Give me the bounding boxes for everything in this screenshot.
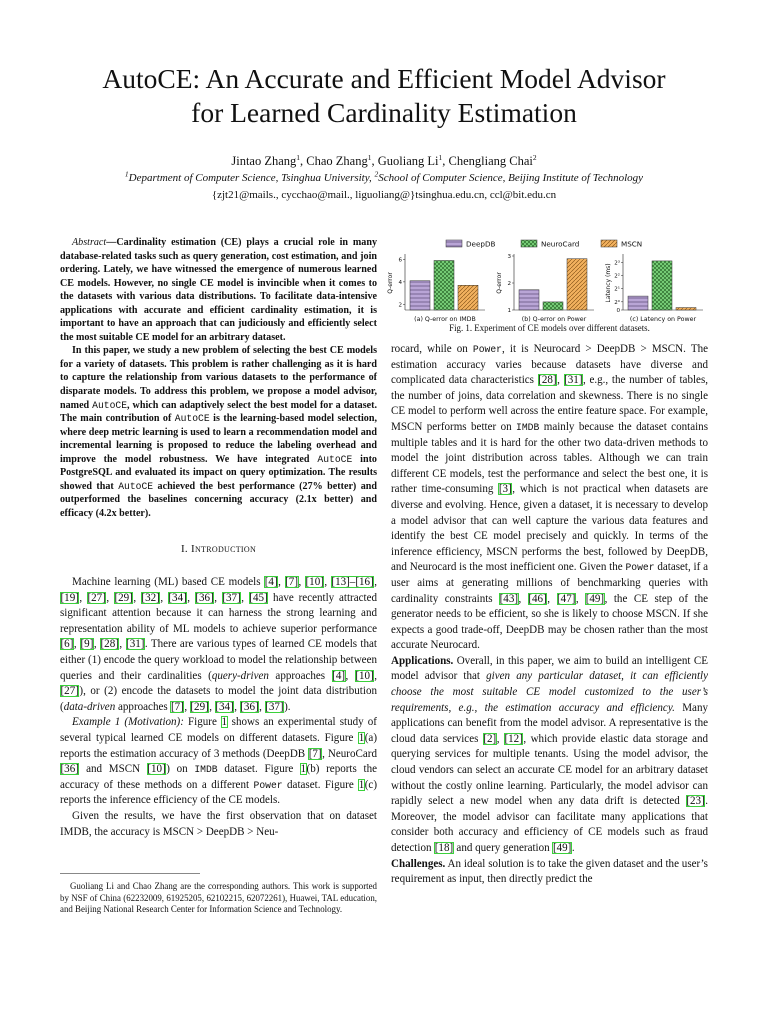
applications-heading: Applications. (391, 654, 454, 667)
citation-link[interactable]: [34] (215, 700, 234, 713)
y-tick-label: 2³ (614, 260, 620, 267)
figure-caption: Fig. 1. Experiment of CE models over different datasets. (449, 323, 650, 333)
author-list: Jintao Zhang$^1$, Chao Zhang$^1$, Guoliang Li$^1$, Chengliang Chai$^2$ (231, 152, 537, 168)
y-tick-label: 4 (398, 279, 402, 286)
y-tick-label: 0 (616, 308, 620, 314)
citation-link[interactable]: [47] (557, 592, 576, 605)
figure-link[interactable]: 1 (358, 778, 365, 791)
citation-link[interactable]: [4] (332, 669, 346, 682)
y-tick-label: 6 (398, 257, 402, 264)
figure-link[interactable]: 1 (221, 716, 228, 729)
citation-link[interactable]: [13]–[16] (331, 576, 374, 588)
bar-neurocard (652, 261, 672, 310)
citation-link[interactable]: [27] (87, 591, 106, 604)
section-heading: I. Introduction (180, 543, 257, 555)
author-name: Chengliang Chai (448, 154, 533, 168)
figure-1 (387, 236, 708, 326)
citation-link[interactable]: [4] (264, 576, 278, 588)
citation-link[interactable]: [31] (564, 374, 583, 387)
y-tick-label: 1 (507, 308, 511, 314)
citation-link[interactable]: [31] (126, 638, 145, 651)
affiliation-1: Department of Computer Science, Tsinghua University, (128, 172, 372, 184)
y-tick-label: 2¹ (614, 286, 620, 293)
y-tick-label: 3 (507, 254, 511, 260)
author-name: Chao Zhang (306, 154, 368, 168)
citation-link[interactable]: [6] (60, 638, 74, 651)
bar-neurocard (434, 261, 454, 311)
citation-link[interactable]: [36] (195, 591, 214, 604)
citation-link[interactable]: [34] (168, 591, 187, 604)
y-axis-label: Latency (ms) (605, 263, 612, 303)
citation-link[interactable]: [3] (498, 483, 512, 496)
legend-label: DeepDB (466, 239, 496, 249)
legend-swatch (521, 240, 537, 247)
intro-paragraph-3: Given the results, we have the first observation that on dataset IMDB, the accuracy is MSCN > DeepDB > Neu- (60, 809, 377, 838)
citation-link[interactable]: [45] (249, 591, 268, 604)
title-line-2: for Learned Cardinality Estimation (191, 97, 577, 128)
introduction-text: Machine learning (ML) based CE models [4], [7], [10], [13]–[16], [19], [27], [29], [32], [34], [36], [37], [45] have recently attracted significant attention because it can harness the strong learning and representation ability of ML models to achieve superior performance [6], [9], [28], [31]. There are various types of learned CE models that either (1) encode the query workload to model the relationship between queries and their cardinalities (query-driven approaches [4], [10], [27]), or (2) encode the datasets to model the joint data distribution (data-driven approaches [7], [29], [34], [36], [37]). Example 1 (Motivation): Figure 1 shows an experimental study of several typical learned CE models on different datasets. Figure 1(a) reports the estimation accuracy of 3 methods (DeepDB [7], NeuroCard [36] and MSCN [10]) on IMDB dataset. Figure 1(b) reports the accuracy of these methods on a different Power dataset. Figure 1(c) reports the inference efficiency of the CE models. Given the results, we have the first observation that on dataset IMDB, the accuracy is MSCN > DeepDB > Neu- (60, 575, 377, 840)
y-axis-label: Q-error (496, 272, 503, 294)
figure-1-charts (387, 236, 708, 326)
citation-link[interactable]: [2] (483, 732, 497, 745)
citation-link[interactable]: [18] (434, 842, 454, 854)
subfigure-caption: (a) Q-error on IMDB (414, 316, 476, 323)
figure-link[interactable]: 1 (358, 731, 365, 744)
citation-link[interactable]: [27] (60, 685, 79, 698)
citation-link[interactable]: [49] (552, 842, 572, 854)
citation-link[interactable]: [29] (190, 700, 209, 713)
citation-link[interactable]: [36] (60, 763, 79, 776)
bar-mscn (676, 308, 696, 310)
bar-neurocard (543, 302, 563, 310)
legend-swatch (601, 240, 617, 247)
legend-label: MSCN (621, 239, 643, 249)
subfigure-caption: (c) Latency on Power (629, 316, 697, 323)
title-line-1: AutoCE: An Accurate and Efficient Model Advisor (102, 63, 666, 94)
bar-deepdb (628, 296, 648, 310)
citation-link[interactable]: [7] (285, 576, 299, 588)
footnote-rule (60, 873, 200, 874)
y-tick-label: 2 (507, 281, 511, 287)
citation-link[interactable]: [49] (585, 592, 605, 605)
citation-link[interactable]: [46] (528, 592, 547, 605)
bar-deepdb (410, 281, 430, 310)
abstract-label: Abstract (72, 237, 107, 248)
bar-mscn (567, 259, 587, 310)
citation-link[interactable]: [28] (100, 638, 119, 651)
y-tick-label: 2 (398, 302, 402, 309)
citation-link[interactable]: [10] (355, 669, 374, 682)
citation-link[interactable]: [12] (504, 732, 523, 745)
citation-link[interactable]: [9] (80, 638, 94, 651)
legend-label: NeuroCard (541, 239, 580, 249)
right-column-text: rocard, while on Power, it is Neurocard > DeepDB > MSCN. The estimation accuracy varies because datasets have diverse and complicated data characteristics [28], [31], e.g., the number of tables, the number of joins, data correlation and skewness. There is no single CE model to perform well across the entire feature space. For example, MSCN performs better on IMDB mainly because the dataset contains multiple tables and it is hard for the other two data-driven methods to model the joint distribution across tables. Although we can train different CE models, test the performance and select the best one, it is rather time-consuming [3], which is not practical when datasets are diverse and evolving. Hence, given a dataset, it is necessary to develop a model advisor that can well capture the various data features and identify the best CE model precisely and quickly. In terms of the inference efficiency, MSCN performs the best, followed by DeepDB, and Neurocard is the most inefficient one. Given the Power dataset, if a user aims at generating millions of benchmarking queries with cardinality constraints [43], [46], [47], [49], the CE step of the generator needs to be efficient, so she is likely to choose MSCN. If she expects a good trade-off, DeepDB may be chosen rather than the most accurate Neurocard. Applications. Overall, in this paper, we aim to build an intelligent CE model advisor that given any particular dataset, it can efficiently choose the most suitable CE model customized to the user’s requirements, e.g., the estimation accuracy and efficiency. Many applications can benefit from the model advisor. A representative is the cloud data services [2], [12], which provide elastic data storage and querying services for multiple tenants. Using the model advisor, the cloud vendors can select an accurate CE model for an arbitrary dataset without the costly online learning. Particularly, the model advisor can rapidly select a new model when any data drift is detected [23]. Moreover, the model advisor can facilitate many applications that consider both accuracy and efficiency of CE models such as fraud detection [18] and query generation [49]. Challenges. An ideal solution is to take the given dataset and the user’s requirement as input, then directly predict the (391, 343, 709, 886)
subfigure-caption: (b) Q-error on Power (521, 316, 587, 323)
legend-swatch (446, 240, 462, 247)
paper-title (0, 62, 768, 130)
chart-legend (446, 240, 642, 249)
citation-link[interactable]: [36] (240, 700, 259, 713)
author-emails: {zjt21@mails., cycchao@mail., liguoliang@}tsinghua.edu.cn, ccl@bit.edu.cn (211, 189, 557, 201)
affiliation-2: School of Computer Science, Beijing Institute of Technology (378, 172, 644, 184)
citation-link[interactable]: [28] (538, 374, 557, 387)
affiliations: $^1$Department of Computer Science, Tsinghua University, $^2$School of Computer Science, Beijing Institute of Technology (124, 169, 644, 184)
citation-link[interactable]: [37] (265, 700, 284, 713)
author-name: Guoliang Li (377, 154, 439, 168)
y-tick-label: 2⁰ (614, 299, 620, 306)
footnote: Guoliang Li and Chao Zhang are the corresponding authors. This work is supported by NSF of China (62232009, 61925205, 62102215, 62072261), Huawei, TAL education, and Beijing National Research Center for Information Science and Technology. (60, 881, 377, 915)
bar-mscn (458, 285, 478, 310)
citation-link[interactable]: [10] (305, 576, 324, 588)
citation-link[interactable]: [23] (686, 795, 705, 808)
citation-link[interactable]: [10] (147, 763, 166, 776)
figure-link[interactable]: 1 (300, 763, 307, 776)
citation-link[interactable]: [7] (308, 747, 322, 760)
citation-link[interactable]: [43] (499, 592, 519, 605)
author-name: Jintao Zhang (231, 154, 297, 168)
bar-deepdb (519, 290, 539, 310)
y-axis-label: Q-error (387, 272, 394, 294)
citation-link[interactable]: [32] (141, 591, 160, 604)
abstract: Abstract—Cardinality estimation (CE) plays a crucial role in many database-related tasks such as query generation, cost estimation, and join ordering. Lately, we have witnessed the emergence of numerous learned CE models. However, no single CE model is invincible when it comes to the datasets with various data distributions. To facilitate data-intensive applications with accurate and efficient cardinality estimation, it is important to have an approach that can judiciously and efficiently select the most suitable CE model for an arbitrary dataset. In this paper, we study a new problem of selecting the best CE models for a variety of datasets. This problem is rather challenging as it is hard to capture the relationship from various datasets to the performance of disparate models. To address this problem, we propose a model advisor, named AutoCE, which can adaptively select the best model for a dataset. The main contribution of AutoCE is the learning-based model selection, where deep metric learning is used to learn a recommendation model and incremental learning is proposed to reduce the labeling overhead and improve the model robustness. We have integrated AutoCE into PostgreSQL and evaluated its impact on query optimization. The results showed that AutoCE achieved the best performance (27% better) and outperformed the baselines concerning accuracy (2.1x better) and efficacy (4.2x better). (60, 237, 378, 519)
challenges-heading: Challenges. (391, 857, 446, 870)
citation-link[interactable]: [19] (60, 591, 79, 604)
citation-link[interactable]: [7] (170, 700, 184, 713)
y-tick-label: 2² (614, 273, 620, 280)
citation-link[interactable]: [29] (114, 591, 133, 604)
citation-link[interactable]: [37] (222, 591, 241, 604)
